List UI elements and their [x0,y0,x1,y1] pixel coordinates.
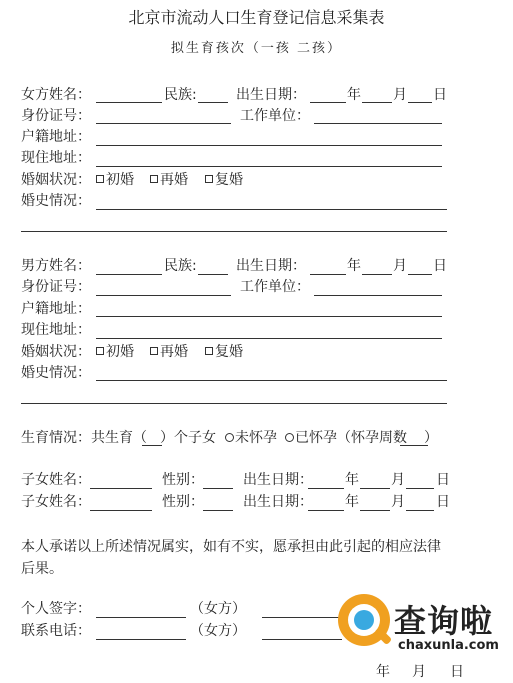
child-day-label: 日 [436,472,450,488]
male-history-label: 婚史情况： [21,365,91,381]
child-name-field[interactable] [90,510,152,511]
promise-line-2: 后果。 [21,561,63,577]
female-day-label: 日 [433,87,447,103]
male-birth-label: 出生日期： [236,258,306,274]
male-birth-month-field[interactable] [362,274,392,275]
female-year-label: 年 [347,87,361,103]
female-opt-reunited[interactable]: 复婚 [205,173,243,187]
fertility-prefix: 生育情况：共生育（ [21,430,147,446]
female-marital-label: 婚姻状况： [21,172,91,188]
child-gender-label: 性别： [162,494,204,510]
promise-line-1: 本人承诺以上所述情况属实，如有不实，愿承担由此引起的相应法律 [21,539,441,555]
child-year-label: 年 [345,472,359,488]
signature-field[interactable] [96,617,186,618]
form-title: 北京市流动人口生育登记信息采集表 [128,8,385,27]
pregnant-option[interactable]: 已怀孕（怀孕周数 [285,431,407,445]
female-ethnicity-label: 民族: [164,87,197,103]
female-birth-month-field[interactable] [362,102,392,103]
child-birth-month-field[interactable] [360,488,390,489]
child-birth-label: 出生日期： [243,494,313,510]
female-work-field[interactable] [314,123,442,124]
radio-icon[interactable] [285,433,294,442]
female-birth-label: 出生日期： [236,87,306,103]
children-count-field[interactable] [142,445,162,446]
female-ethnicity-field[interactable] [198,102,228,103]
male-current-label: 现住地址： [21,322,91,338]
female-opt-remarried[interactable]: 再婚 [150,173,188,187]
female-hukou-label: 户籍地址： [21,129,91,145]
male-birth-day-field[interactable] [408,274,432,275]
male-history-field-2[interactable] [21,403,447,404]
child-gender-label: 性别： [162,472,204,488]
sign-month-label: 月 [412,664,426,680]
phone-label: 联系电话： [21,623,91,639]
form-subtitle: 拟生育孩次（一孩 二孩） [170,41,343,56]
child-birth-day-field[interactable] [406,488,434,489]
logo-subtext: chaxunla.com [398,638,499,653]
child-name-field[interactable] [90,488,152,489]
female-history-label: 婚史情况： [21,193,91,209]
male-hukou-label: 户籍地址： [21,301,91,317]
checkbox-icon[interactable] [150,175,158,183]
female-work-label: 工作单位： [240,108,310,124]
child-name-label: 子女姓名： [21,472,91,488]
child-birth-label: 出生日期： [243,472,313,488]
chaxunla-logo [338,594,513,664]
male-current-field[interactable] [96,338,442,339]
female-opt-first[interactable]: 初婚 [96,173,134,187]
child-month-label: 月 [391,494,405,510]
male-id-label: 身份证号： [21,279,91,295]
child-month-label: 月 [391,472,405,488]
male-name-label: 男方姓名： [21,258,91,274]
male-ethnicity-label: 民族: [164,258,197,274]
child-birth-year-field[interactable] [308,510,344,511]
logo-text: 查询啦 [394,602,494,640]
checkbox-icon[interactable] [96,175,104,183]
female-current-label: 现住地址： [21,150,91,166]
female-birth-day-field[interactable] [408,102,432,103]
female-current-field[interactable] [96,166,442,167]
checkbox-icon[interactable] [96,347,104,355]
male-ethnicity-field[interactable] [198,274,228,275]
female-history-field[interactable] [96,209,447,210]
phone-field-2[interactable] [262,639,342,640]
child-birth-year-field[interactable] [308,488,344,489]
sign-year-label: 年 [376,664,390,680]
male-opt-first[interactable]: 初婚 [96,345,134,359]
phone-female-party: （女方） [190,623,246,639]
male-day-label: 日 [433,258,447,274]
male-work-field[interactable] [314,295,442,296]
female-hukou-field[interactable] [96,145,442,146]
male-hukou-field[interactable] [96,316,442,317]
signature-female-party: （女方） [190,601,246,617]
male-month-label: 月 [393,258,407,274]
male-opt-reunited[interactable]: 复婚 [205,345,243,359]
phone-field[interactable] [96,639,186,640]
child-birth-day-field[interactable] [406,510,434,511]
male-year-label: 年 [347,258,361,274]
female-name-field[interactable] [96,102,162,103]
child-name-label: 子女姓名： [21,494,91,510]
checkbox-icon[interactable] [205,175,213,183]
child-gender-field[interactable] [203,510,233,511]
male-history-field[interactable] [96,380,447,381]
male-id-field[interactable] [96,295,231,296]
fertility-suffix: ）个子女 [160,430,216,446]
not-pregnant-option[interactable]: 未怀孕 [225,431,277,445]
male-birth-year-field[interactable] [310,274,346,275]
male-opt-remarried[interactable]: 再婚 [150,345,188,359]
female-month-label: 月 [393,87,407,103]
signature-label: 个人签字： [21,601,91,617]
checkbox-icon[interactable] [150,347,158,355]
child-day-label: 日 [436,494,450,510]
female-birth-year-field[interactable] [310,102,346,103]
male-marital-label: 婚姻状况： [21,344,91,360]
child-birth-month-field[interactable] [360,510,390,511]
checkbox-icon[interactable] [205,347,213,355]
female-id-label: 身份证号： [21,108,91,124]
signature-field-2[interactable] [262,617,342,618]
male-work-label: 工作单位： [240,279,310,295]
radio-icon[interactable] [225,433,234,442]
sign-day-label: 日 [450,664,464,680]
child-gender-field[interactable] [203,488,233,489]
female-id-field[interactable] [96,123,231,124]
fertility-close: ） [424,430,438,446]
female-history-field-2[interactable] [21,231,447,232]
male-name-field[interactable] [96,274,162,275]
child-year-label: 年 [345,494,359,510]
female-name-label: 女方姓名： [21,87,91,103]
